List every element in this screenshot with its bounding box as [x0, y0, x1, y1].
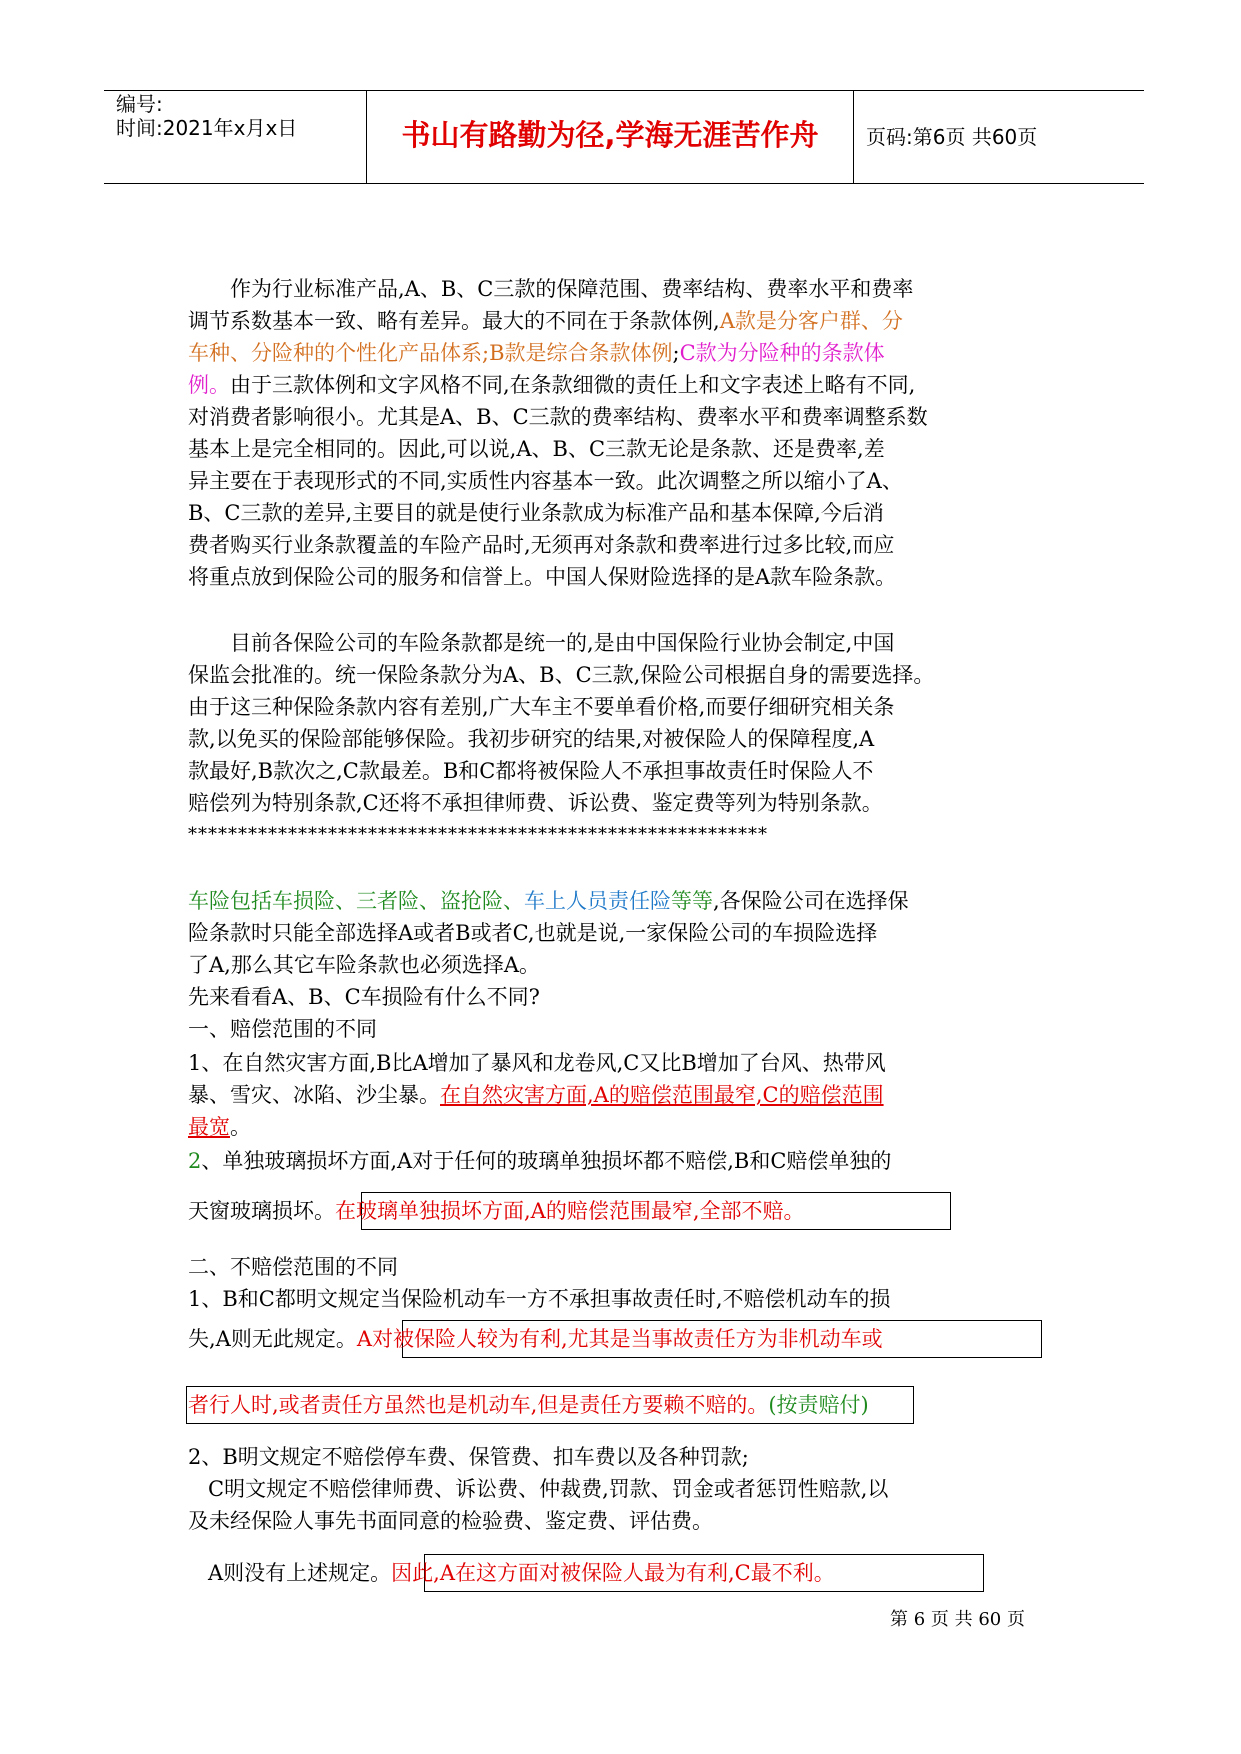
para3-line: [188, 1146, 891, 1176]
highlight-run: 例。: [188, 373, 230, 397]
para3-line: [188, 1080, 884, 1110]
page-footer: 第 6 页 共 60 页: [890, 1609, 1025, 1630]
text-run: 。: [230, 1115, 251, 1139]
para1-line: 基本上是完全相同的。因此,可以说,A、B、C三款无论是条款、还是费率,差: [188, 437, 885, 461]
para3-line: [208, 1558, 835, 1588]
para3-line: [188, 1324, 883, 1354]
page-header: [104, 90, 1144, 184]
para3-line: C明文规定不赔偿律师费、诉讼费、仲裁费,罚款、罚金或者惩罚性赔款,以: [208, 1477, 889, 1501]
highlight-run: 等等: [671, 889, 713, 913]
text-run: A则没有上述规定。: [208, 1561, 392, 1585]
note-run: (按责赔付): [768, 1393, 869, 1417]
para3-line: 1、在自然灾害方面,B比A增加了暴风和龙卷风,C又比B增加了台风、热带风: [188, 1051, 886, 1075]
emphasis-run: 在玻璃单独损坏方面,A的赔偿范围最窄,全部不赔。: [335, 1199, 805, 1223]
header-motto-cell: [366, 91, 854, 183]
text-run: 暴、雪灾、冰陷、沙尘暴。: [188, 1083, 440, 1107]
header-page-number: 页码:第6页 共60页: [866, 125, 1038, 149]
text-run: 调节系数基本一致、略有差异。最大的不同在于条款体例,: [188, 309, 720, 333]
para3-line: 险条款时只能全部选择A或者B或者C,也就是说,一家保险公司的车损险选择: [188, 921, 878, 945]
emphasis-run: 在自然灾害方面,A的赔偿范围最窄,C的赔偿范围: [440, 1083, 884, 1107]
para1-line: 作为行业标准产品,A、B、C三款的保障范围、费率结构、费率水平和费率: [230, 277, 914, 301]
para2-line: 目前各保险公司的车险条款都是统一的,是由中国保险行业协会制定,中国: [230, 631, 895, 655]
highlight-run: 车险包括车损险、三者险、盗抢险、: [188, 889, 524, 913]
header-motto: 书山有路勤为径,学海无涯苦作舟: [401, 118, 819, 152]
para3-line: 1、B和C都明文规定当保险机动车一方不承担事故责任时,不赔偿机动车的损: [188, 1287, 891, 1311]
section-heading: 二、不赔偿范围的不同: [188, 1255, 398, 1279]
para2-line: 由于这三种保险条款内容有差别,广大车主不要单看价格,而要仔细研究相关条: [188, 695, 895, 719]
highlight-run: 车种、分险种的个性化产品体系;B款是综合条款体例: [188, 341, 673, 365]
para2-line: 款,以免买的保险部能够保险。我初步研究的结果,对被保险人的保障程度,A: [188, 727, 875, 751]
item-number: 2: [188, 1149, 202, 1173]
header-meta-cell: [104, 91, 366, 183]
para3-line: 先来看看A、B、C车损险有什么不同?: [188, 985, 540, 1009]
para1-line: [188, 338, 885, 368]
text-run: ;: [672, 341, 680, 365]
text-run: ,各保险公司在选择保: [713, 889, 909, 913]
text-run: 失,A则无此规定。: [188, 1327, 357, 1351]
text-run: 、单独玻璃损坏方面,A对于任何的玻璃单独损坏都不赔偿,B和C赔偿单独的: [201, 1149, 892, 1173]
para1-line: 将重点放到保险公司的服务和信誉上。中国人保财险选择的是A款车险条款。: [188, 565, 897, 589]
para3-line: [188, 1196, 805, 1226]
para2-line: 保监会批准的。统一保险条款分为A、B、C三款,保险公司根据自身的需要选择。: [188, 663, 935, 687]
para3-line: [188, 1390, 869, 1420]
document-time-label: 时间:2021年x月x日: [116, 116, 298, 140]
separator-stars: **********************************************************: [188, 824, 768, 845]
highlight-run: C款为分险种的条款体: [679, 341, 885, 365]
emphasis-run: A对被保险人较为有利,尤其是当事故责任方为非机动车或: [356, 1327, 883, 1351]
text-run: 由于三款体例和文字风格不同,在条款细微的责任上和文字表述上略有不同,: [230, 373, 916, 397]
highlight-run: A款是分客户群、分: [719, 309, 903, 333]
emphasis-run: 因此,A在这方面对被保险人最为有利,C最不利。: [391, 1561, 835, 1585]
para1-line: 对消费者影响很小。尤其是A、B、C三款的费率结构、费率水平和费率调整系数: [188, 405, 928, 429]
highlight-run: 车上人员责任险: [524, 889, 671, 913]
para3-line: 了A,那么其它车险条款也必须选择A。: [188, 953, 541, 977]
para3-line: 及未经保险人事先书面同意的检验费、鉴定费、评估费。: [188, 1509, 713, 1533]
para2-line: 赔偿列为特别条款,C还将不承担律师费、诉讼费、鉴定费等列为特别条款。: [188, 791, 883, 815]
para3-line: [188, 886, 909, 916]
para1-line: 异主要在于表现形式的不同,实质性内容基本一致。此次调整之所以缩小了A、: [188, 469, 903, 493]
emphasis-run: 最宽: [188, 1115, 230, 1139]
emphasis-run: 者行人时,或者责任方虽然也是机动车,但是责任方要赖不赔的。: [188, 1393, 769, 1417]
section-heading: 一、赔偿范围的不同: [188, 1017, 377, 1041]
para1-line: [188, 370, 915, 400]
para2-line: 款最好,B款次之,C款最差。B和C都将被保险人不承担事故责任时保险人不: [188, 759, 874, 783]
para3-line: 2、B明文规定不赔偿停车费、保管费、扣车费以及各种罚款;: [188, 1445, 749, 1469]
para1-line: B、C三款的差异,主要目的就是使行业条款成为标准产品和基本保障,今后消: [188, 501, 884, 525]
header-page-cell: [854, 91, 1144, 183]
para1-line: 费者购买行业条款覆盖的车险产品时,无须再对条款和费率进行过多比较,而应: [188, 533, 895, 557]
text-run: 天窗玻璃损坏。: [188, 1199, 335, 1223]
para3-line: [188, 1112, 251, 1142]
document-number-label: 编号:: [116, 92, 163, 116]
para1-line: [188, 306, 903, 336]
